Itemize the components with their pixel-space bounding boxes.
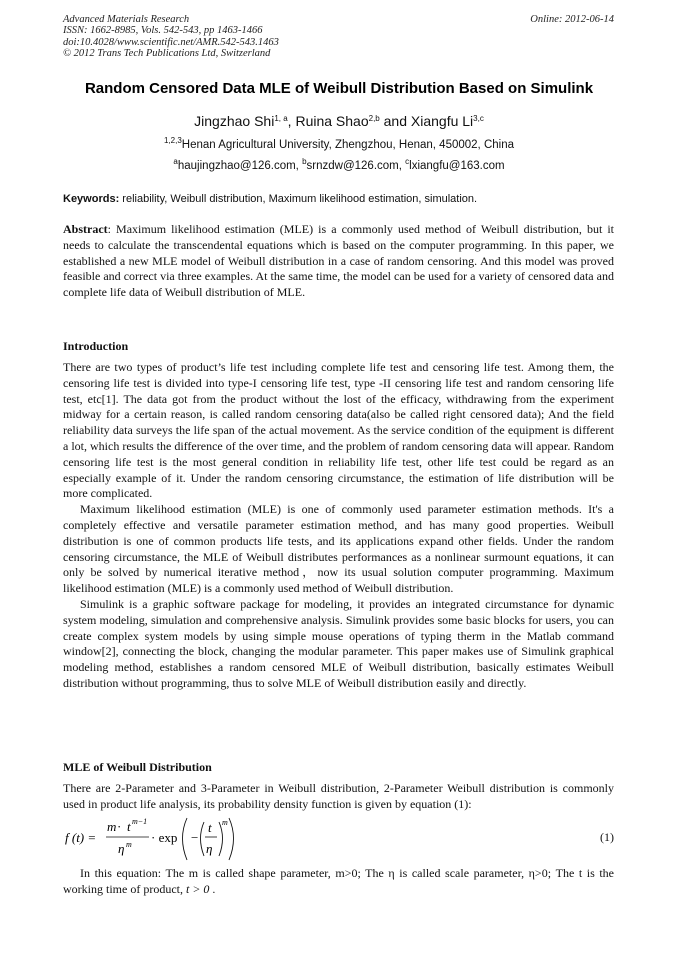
affiliation-superscript: 1,2,3	[163, 136, 182, 145]
eq-den-exp: m	[126, 840, 132, 849]
section-heading-mle: MLE of Weibull Distribution	[63, 760, 212, 774]
email-address: haujingzhao@126.com,	[177, 160, 303, 172]
author-list	[0, 113, 678, 129]
paragraph: There are two types of product’s life test including complete life test and censoring life test. Among them, the censoring life test is divided into type-I censoring life test, type -II censoring life test and random censoring life test, etc[1]. The data got from the product without the lost of the efficacy, withdrawing from the experiment midway for a certain reason, is called random censoring data(also be called right censored data); And the field reliability data surveys the life span of the actual movement. As the service condition of the equipment is different a lot, which results the difference of the over time, and the problem of random censoring data will appear. Random censoring life test is the most general condition in reliability life test, other life test could be regard as an especially example of it. Under the random censoring circumstance, the estimation of life distribution will be more complicated.	[63, 360, 614, 501]
online-date: Online: 2012-06-14	[530, 14, 614, 25]
email-superscript: a	[173, 157, 178, 166]
email-superscript: b	[302, 157, 307, 166]
eq-den-eta: η	[118, 841, 125, 856]
paragraph: Maximum likelihood estimation (MLE) is one of commonly used parameter estimation methods. It's a completely effective and versatile parameter estimation method, and has many good properties. Weibull distribution is one of common products life tests, and its applications expand other fields. Under the random censoring circumstance, the MLE of Weibull distributes performances as a nonlinear surmount equations, it can only be solved by numerical iterative method，now its usual solution computer programming. Maximum likelihood estimation (MLE) is a commonly used method of Weibull distribution.	[63, 502, 614, 596]
copyright-line: © 2012 Trans Tech Publications Ltd, Switzerland	[63, 48, 271, 60]
author-superscript: 3,c	[473, 114, 484, 123]
eq-inner-right-paren	[219, 822, 223, 856]
author-emails	[0, 157, 678, 172]
author-name: Jingzhao Shi	[194, 113, 275, 129]
eq-num-exp: m−1	[132, 817, 148, 826]
eq-num-m: m	[107, 819, 117, 834]
equation-number: (1)	[600, 830, 614, 844]
abstract-label: Abstract	[63, 222, 108, 236]
keywords-label: Keywords:	[63, 193, 120, 205]
equation-1	[63, 816, 614, 862]
issn-line: ISSN: 1662-8985, Vols. 542-543, pp 1463-1466	[63, 25, 263, 37]
eq-num-dot: ·	[117, 819, 122, 834]
explanation-end: .	[209, 881, 216, 896]
author-separator: and	[379, 113, 411, 129]
journal-metadata	[63, 14, 614, 60]
introduction-body	[63, 360, 614, 692]
eq-outer-left-paren	[183, 818, 188, 860]
mle-body	[63, 781, 614, 813]
author-name: Ruina Shao	[295, 113, 369, 129]
paragraph	[63, 866, 614, 898]
eq-outer-exp: m	[222, 818, 228, 827]
eq-minus: −	[191, 830, 199, 845]
keywords	[63, 193, 615, 205]
abstract-text: : Maximum likelihood estimation (MLE) is a commonly used method of Weibull distribution, but it needs to calculate the transcendental equations which is based on the computer programming. In this paper, we established a new MLE model of Weibull distribution in a case of random censoring. And this model was proved feasible and correct via three examples. At the same time, the model can be used for a variety of censored data and complete life data of Weibull distribution of MLE.	[63, 222, 614, 300]
email-superscript: c	[405, 157, 410, 166]
author-superscript: 2,b	[368, 114, 380, 123]
email-address: srnzdw@126.com,	[306, 160, 406, 172]
paragraph: Simulink is a graphic software package for modeling, it provides an integrated circumstance for dynamic system modeling, simulation and comprehensive analysis. Simulink provides some basic blocks for users, you can create complex system models by using simple mouse operations of typing therm in the Matlab command window[2], connecting the block, changing the modular parameter. This paper makes use of Simulink graphical modeling method, establishes a random censored MLE of Weibull distribution, basically estimates Weibull distribution without programming, thus to solve MLE of Weibull distribution easily and directly.	[63, 596, 614, 690]
eq-num-t: t	[127, 819, 131, 834]
eq-inner-den: η	[206, 841, 213, 856]
affiliation	[0, 136, 678, 151]
eq-exp-label: · exp	[151, 830, 178, 845]
paragraph: There are 2-Parameter and 3-Parameter in Weibull distribution, 2-Parameter Weibull distribution is commonly used in product life analysis, its probability density function is given by equation (1):	[63, 781, 614, 811]
inline-math: t > 0	[185, 881, 210, 896]
abstract	[63, 222, 614, 301]
email-address: lxiangfu@163.com	[409, 160, 505, 172]
eq-outer-right-paren	[229, 818, 234, 860]
eq-inner-num: t	[208, 820, 212, 835]
eq-inner-left-paren	[201, 822, 205, 856]
section-heading-introduction: Introduction	[63, 339, 129, 353]
author-separator: ,	[287, 113, 296, 129]
paper-title: Random Censored Data MLE of Weibull Distribution Based on Simulink	[84, 80, 594, 97]
weibull-pdf-formula	[63, 816, 614, 862]
author-superscript: 1, a	[274, 114, 288, 123]
journal-name: Advanced Materials Research	[63, 14, 190, 25]
eq-lhs: f (t) =	[65, 830, 97, 845]
doi-line: doi:10.4028/www.scientific.net/AMR.542-543.1463	[63, 36, 279, 48]
explanation-text: In this equation: The m is called shape parameter, m>0; The η is called scale parameter, η>0; The t is the working time of product,	[63, 866, 614, 896]
equation-explanation	[63, 866, 614, 898]
keywords-text: reliability, Weibull distribution, Maximum likelihood estimation, simulation.	[119, 193, 478, 205]
affiliation-text: Henan Agricultural University, Zhengzhou, Henan, 450002, China	[181, 139, 514, 151]
author-name: Xiangfu Li	[410, 113, 474, 129]
